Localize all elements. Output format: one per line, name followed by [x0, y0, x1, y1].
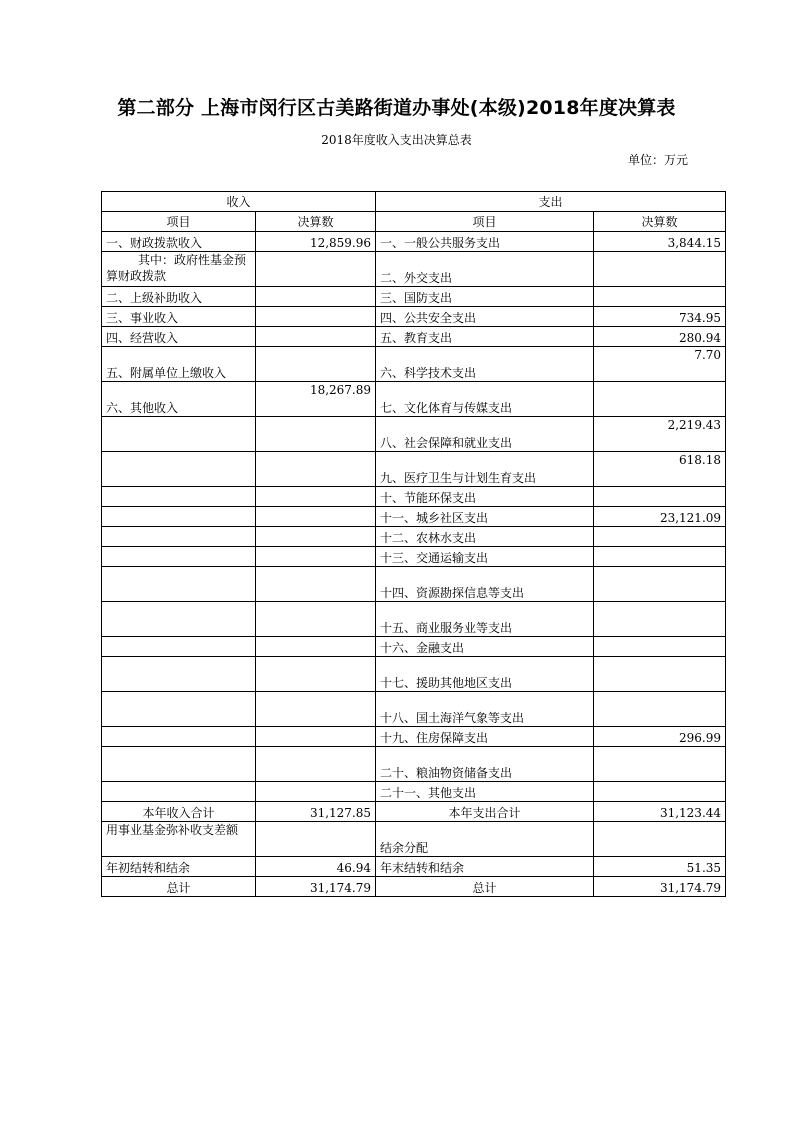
- income-amount: [256, 327, 376, 347]
- unit-label: 单位：万元: [628, 153, 689, 167]
- income-amount: 12,859.96: [256, 232, 376, 252]
- table-subtitle: 2018年度收入支出决算总表: [321, 133, 472, 147]
- expense-item: 本年支出合计: [376, 802, 594, 822]
- income-item: 三、事业收入: [102, 307, 256, 327]
- page-title: 第二部分 上海市闵行区古美路街道办事处(本级)2018年度决算表: [117, 97, 676, 119]
- table-row: [102, 232, 726, 252]
- income-item: [102, 452, 256, 487]
- expense-amount: [594, 657, 726, 692]
- table-row: [102, 567, 726, 602]
- table-row: [102, 327, 726, 347]
- expense-amount: 51.35: [594, 857, 726, 877]
- income-item: [102, 567, 256, 602]
- expense-amount: [594, 382, 726, 417]
- table-row: [102, 602, 726, 637]
- income-amount: [256, 527, 376, 547]
- income-amount: [256, 602, 376, 637]
- expense-amount: [594, 747, 726, 782]
- table-row: [102, 857, 726, 877]
- income-item-header: 项目: [102, 212, 256, 232]
- income-amount: [256, 692, 376, 727]
- income-amount: [256, 417, 376, 452]
- expense-item: 四、公共安全支出: [376, 307, 594, 327]
- expense-item: 五、教育支出: [376, 327, 594, 347]
- income-item: [102, 637, 256, 657]
- table-row: [102, 417, 726, 452]
- table-row: [102, 547, 726, 567]
- table-row: [102, 727, 726, 747]
- income-item: [102, 507, 256, 527]
- income-amount: [256, 567, 376, 602]
- income-amount: [256, 747, 376, 782]
- income-item: [102, 747, 256, 782]
- table-row: [102, 782, 726, 802]
- expense-amount: 2,219.43: [594, 417, 726, 452]
- expense-item: 十六、金融支出: [376, 637, 594, 657]
- income-item: [102, 602, 256, 637]
- budget-summary-table: [101, 191, 726, 897]
- expense-amount: [594, 822, 726, 857]
- income-amount: [256, 547, 376, 567]
- expense-amount: 296.99: [594, 727, 726, 747]
- table-row: [102, 252, 726, 287]
- table-row-grand-total: [102, 877, 726, 897]
- expense-item-header: 项目: [376, 212, 594, 232]
- column-header-row: [102, 212, 726, 232]
- expense-amount: [594, 637, 726, 657]
- table-row: [102, 507, 726, 527]
- income-header: 收入: [102, 192, 376, 212]
- income-amount: [256, 507, 376, 527]
- expense-amount: 618.18: [594, 452, 726, 487]
- table-row: [102, 487, 726, 507]
- income-amount: [256, 252, 376, 287]
- table-row: [102, 822, 726, 857]
- expense-item: 十、节能环保支出: [376, 487, 594, 507]
- table-row: [102, 452, 726, 487]
- income-amount: [256, 307, 376, 327]
- expense-amount: 31,123.44: [594, 802, 726, 822]
- table-row: [102, 637, 726, 657]
- expense-amount: 734.95: [594, 307, 726, 327]
- income-amount: [256, 637, 376, 657]
- expense-amount: [594, 782, 726, 802]
- income-item: [102, 487, 256, 507]
- expense-item: 十八、国土海洋气象等支出: [376, 692, 594, 727]
- income-item: 一、财政拨款收入: [102, 232, 256, 252]
- expense-item: 十七、援助其他地区支出: [376, 657, 594, 692]
- expense-item: 十九、住房保障支出: [376, 727, 594, 747]
- income-item: 总计: [102, 877, 256, 897]
- income-amount: 46.94: [256, 857, 376, 877]
- income-amount-header: 决算数: [256, 212, 376, 232]
- income-amount: [256, 727, 376, 747]
- income-item: [102, 727, 256, 747]
- income-amount: [256, 782, 376, 802]
- expense-item: 三、国防支出: [376, 287, 594, 307]
- expense-amount: [594, 567, 726, 602]
- table-row: [102, 382, 726, 417]
- expense-amount: [594, 547, 726, 567]
- expense-item: 二、外交支出: [376, 252, 594, 287]
- income-item: 五、附属单位上缴收入: [102, 347, 256, 382]
- expense-amount: [594, 287, 726, 307]
- expense-amount: [594, 602, 726, 637]
- income-item: [102, 527, 256, 547]
- expense-amount: 23,121.09: [594, 507, 726, 527]
- expense-amount: 3,844.15: [594, 232, 726, 252]
- income-item: 其中：政府性基金预算财政拨款: [102, 252, 256, 287]
- income-item: [102, 657, 256, 692]
- income-amount: [256, 822, 376, 857]
- income-amount: 31,174.79: [256, 877, 376, 897]
- expense-item: 七、文化体育与传媒支出: [376, 382, 594, 417]
- income-item: [102, 547, 256, 567]
- income-item: 本年收入合计: [102, 802, 256, 822]
- income-item: 二、上级补助收入: [102, 287, 256, 307]
- expense-amount-header: 决算数: [594, 212, 726, 232]
- expense-item: 六、科学技术支出: [376, 347, 594, 382]
- expense-amount: 7.70: [594, 347, 726, 382]
- expense-item: 八、社会保障和就业支出: [376, 417, 594, 452]
- expense-item: 十二、农林水支出: [376, 527, 594, 547]
- expense-item: 结余分配: [376, 822, 594, 857]
- expense-item: 十三、交通运输支出: [376, 547, 594, 567]
- expense-item: 十四、资源勘探信息等支出: [376, 567, 594, 602]
- expense-item: 二十、粮油物资储备支出: [376, 747, 594, 782]
- table-row-annual-total: [102, 802, 726, 822]
- expense-item: 十五、商业服务业等支出: [376, 602, 594, 637]
- table-row: [102, 692, 726, 727]
- income-item: [102, 692, 256, 727]
- expense-amount: 31,174.79: [594, 877, 726, 897]
- income-item: 年初结转和结余: [102, 857, 256, 877]
- income-item: 六、其他收入: [102, 382, 256, 417]
- expense-amount: [594, 487, 726, 507]
- income-item: 用事业基金弥补收支差额: [102, 822, 256, 857]
- income-amount: 31,127.85: [256, 802, 376, 822]
- expense-item: 总计: [376, 877, 594, 897]
- expense-item: 二十一、其他支出: [376, 782, 594, 802]
- income-amount: [256, 487, 376, 507]
- expense-header: 支出: [376, 192, 726, 212]
- table-row: [102, 347, 726, 382]
- income-item: 四、经营收入: [102, 327, 256, 347]
- expense-amount: 280.94: [594, 327, 726, 347]
- income-amount: [256, 452, 376, 487]
- expense-item: 一、一般公共服务支出: [376, 232, 594, 252]
- table-row: [102, 747, 726, 782]
- table-row: [102, 287, 726, 307]
- expense-item: 十一、城乡社区支出: [376, 507, 594, 527]
- section-header-row: [102, 192, 726, 212]
- table-row: [102, 307, 726, 327]
- income-amount: 18,267.89: [256, 382, 376, 417]
- table-row: [102, 657, 726, 692]
- income-amount: [256, 347, 376, 382]
- expense-item: 年末结转和结余: [376, 857, 594, 877]
- expense-item: 九、医疗卫生与计划生育支出: [376, 452, 594, 487]
- expense-amount: [594, 527, 726, 547]
- income-amount: [256, 287, 376, 307]
- income-amount: [256, 657, 376, 692]
- income-item: [102, 417, 256, 452]
- table-row: [102, 527, 726, 547]
- expense-amount: [594, 692, 726, 727]
- expense-amount: [594, 252, 726, 287]
- income-item: [102, 782, 256, 802]
